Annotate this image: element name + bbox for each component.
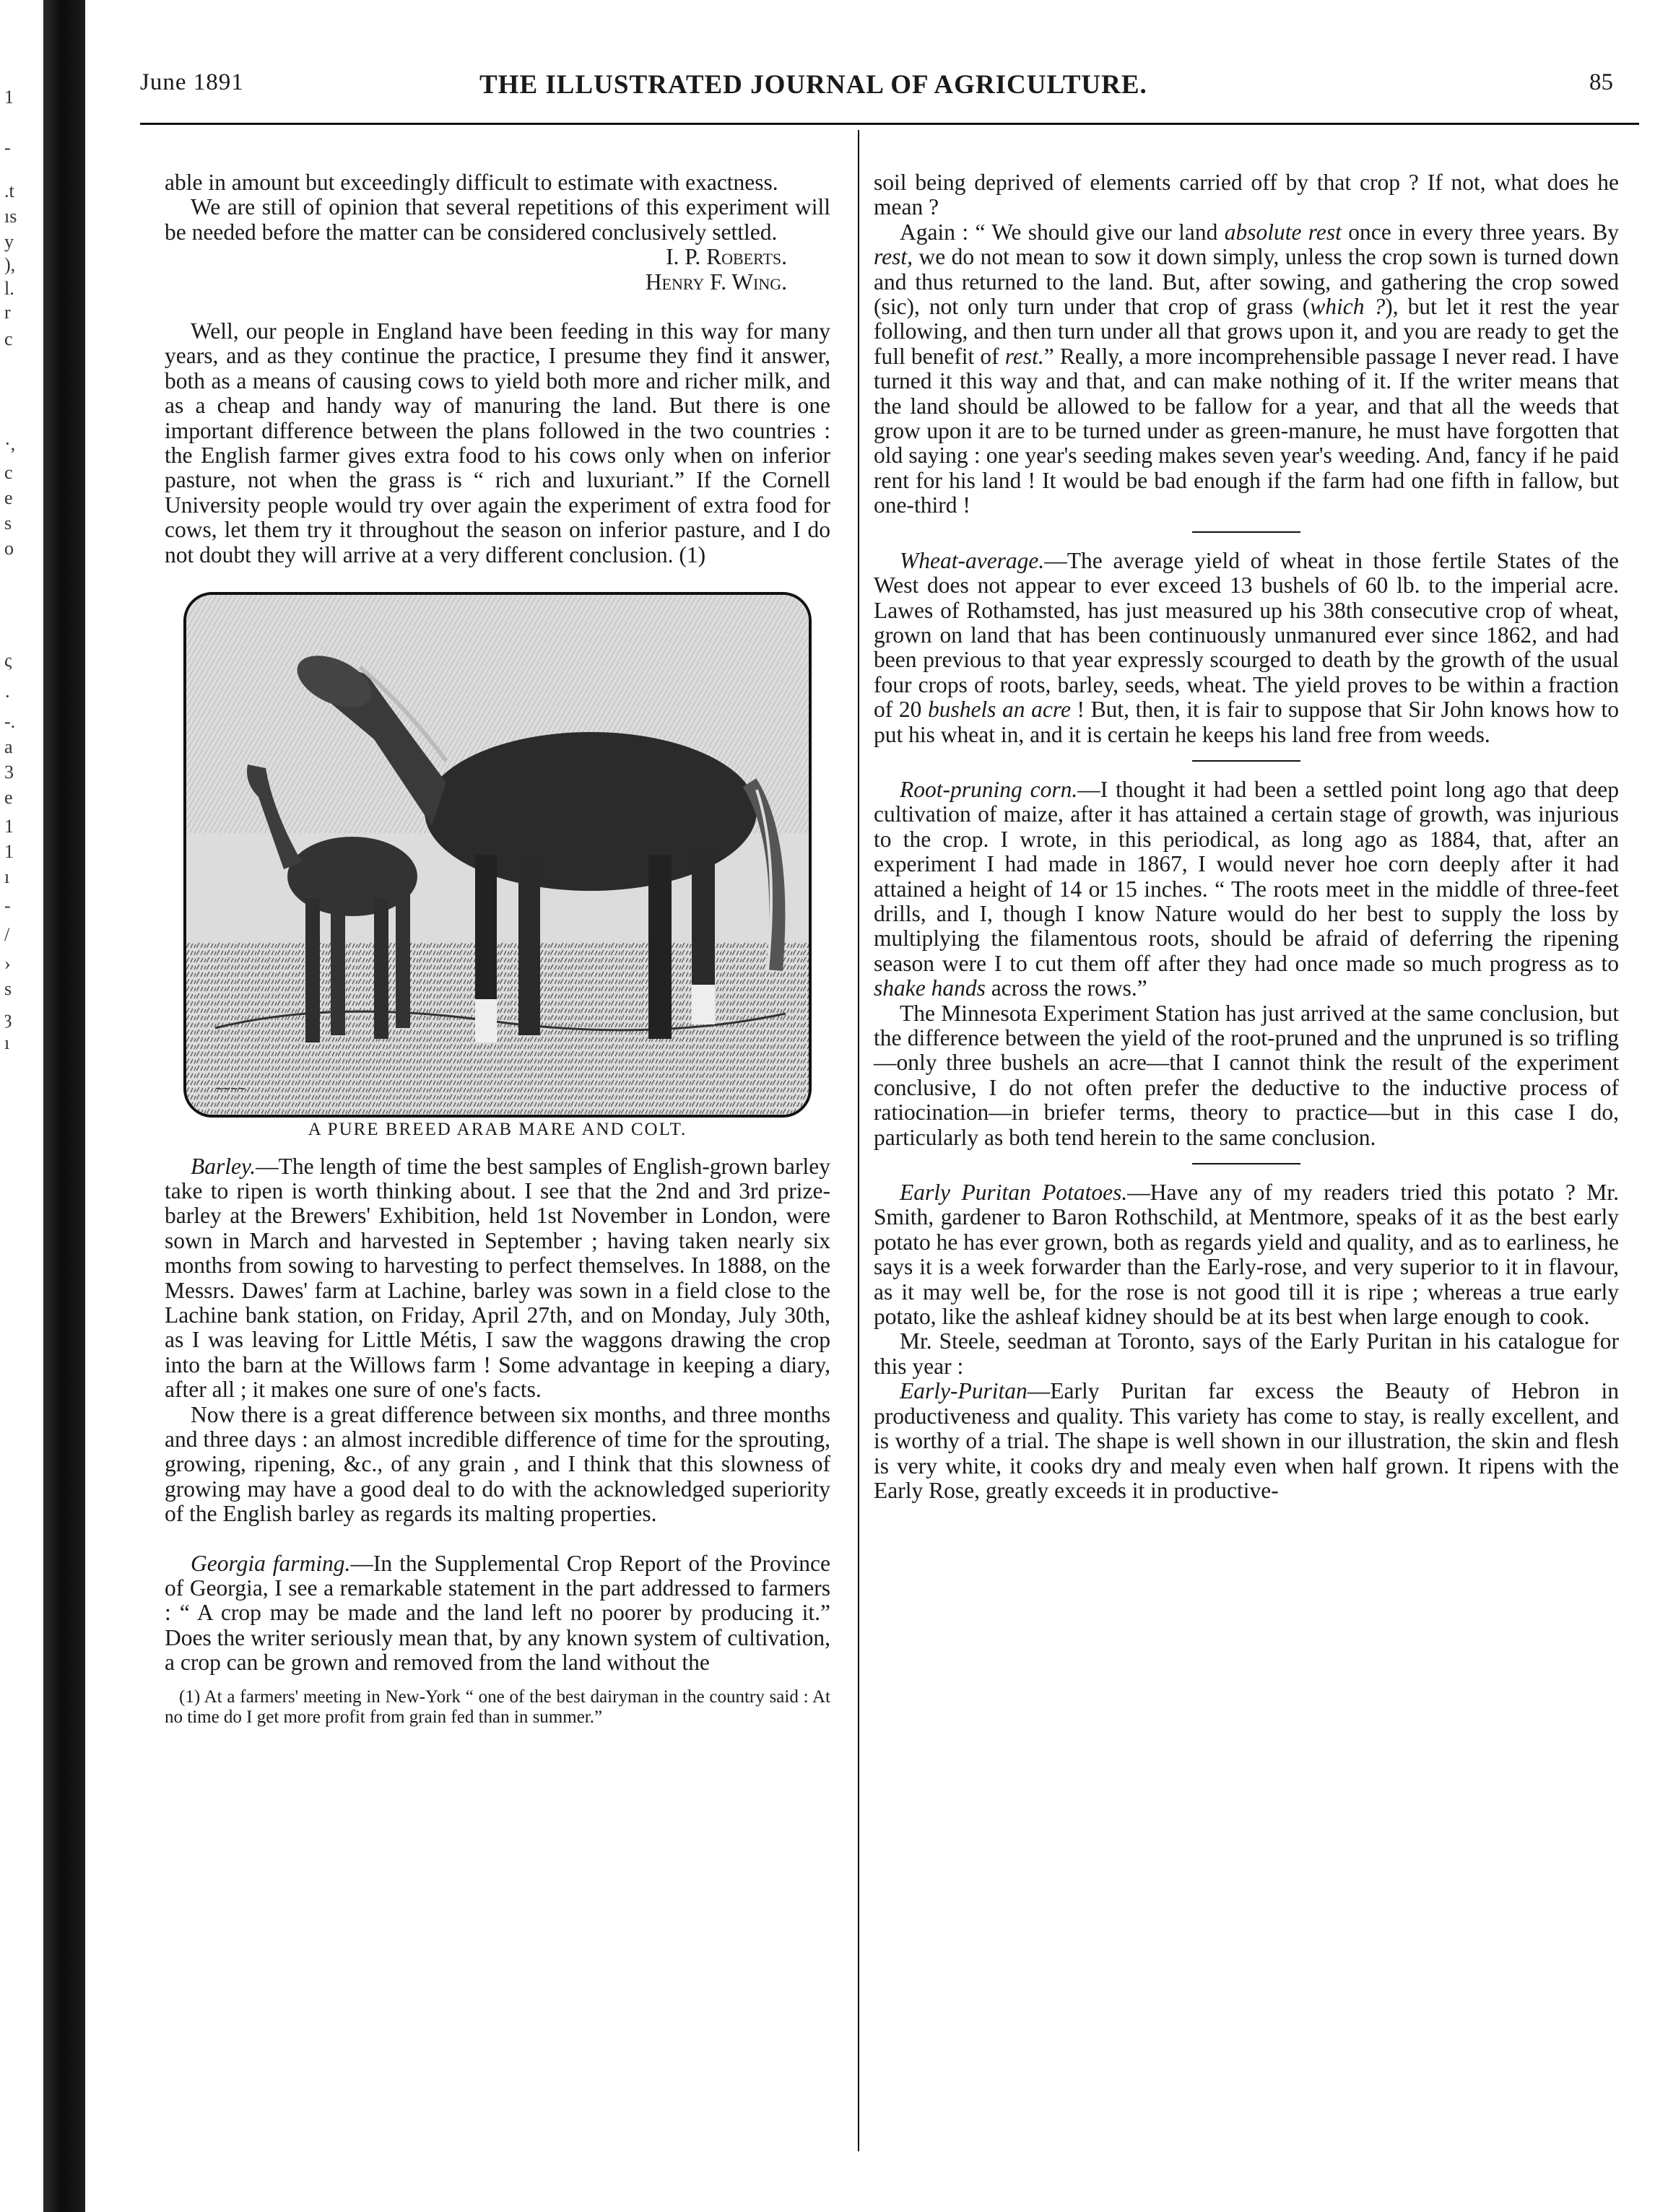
section-title-georgia: Georgia farming. [191, 1550, 351, 1576]
section-title-early-puritan: Early-Puritan [900, 1378, 1028, 1404]
margin-fragment: · [4, 686, 11, 707]
section-title-wheat: Wheat-average. [900, 547, 1045, 573]
journal-title: THE ILLUSTRATED JOURNAL OF AGRICULTURE. [479, 70, 1147, 100]
margin-fragment: c [4, 328, 13, 349]
margin-fragment: c [4, 462, 13, 483]
section-title-root-pruning: Root-pruning corn. [900, 776, 1078, 802]
signature-name: Henry F. Wing. [645, 269, 787, 295]
engraver-signature: ~~~~ [215, 1081, 246, 1097]
margin-fragment: ), [4, 254, 16, 275]
section-rule [1192, 1163, 1300, 1164]
margin-fragment: ı [4, 866, 10, 887]
paragraph-text: Again : “ We should give our land [900, 219, 1225, 245]
margin-fragment: - [4, 895, 11, 916]
margin-fragment: ς [4, 650, 12, 671]
margin-fragment: › [4, 953, 11, 974]
early-puritan-paragraph [874, 1379, 1619, 1503]
paragraph-text: —Have any of my readers tried this potato ? Mr. Smith, gardener to Baron Rothschild, at Mentmore, speaks of it as the best early potato he has ever grown, both as regards yield and quality, and as to earliness, he says it is a week forwarder than the Early-rose, and very superior to it in flavour, as it may well be, for the rose is not good till it is ripe ; whereas a true early potato, like the ashleaf kidney should be at its best when large enough to cook. [874, 1180, 1619, 1330]
emphasis: rest, [874, 244, 913, 270]
footnote: (1) At a farmers' meeting in New-York “ one of the best dairyman in the country said : At no time do I get more profit from grain fed than in summer.” [165, 1686, 830, 1727]
section-rule [1192, 760, 1300, 762]
margin-fragment: ȝ [4, 1007, 12, 1028]
paragraph-text: ), but let it rest the year following, and then turn under all that grows upon it, and you are ready to get the full benefit of [874, 294, 1619, 369]
signature-name: I. P. Roberts. [666, 244, 787, 270]
margin-fragment: 1 [4, 841, 14, 862]
margin-fragment: .t [4, 180, 14, 201]
signature-wing [165, 270, 830, 295]
paragraph: The Minnesota Experiment Station has just arrived at the same conclusion, but the difference between the yield of the root-pruned and the unpruned is so trifling—only three bushels an acre—that I cannot think the result of the experiment conclusive, I do not often prefer the deductive to the inductive process of ratiocination—in briefer terms, theory to practice—but in this case I do, particularly as both tend herein to the same conclusion. [874, 1000, 1619, 1150]
paragraph-text: —In the Supplemental Crop Report of the Province of Georgia, I see a remarkable statement in the part addressed to farmers : “ A crop may be made and the land left no poorer by producing it.” Does the writer seriously mean that, by any known system of cultivation, a crop can be grown and removed from the land without the [165, 1550, 830, 1676]
paragraph-text: once in every three years. By [1341, 219, 1619, 245]
margin-fragment: r [4, 302, 11, 323]
page-number: 85 [1589, 69, 1613, 95]
right-column [874, 170, 1619, 1503]
emphasis: which ? [1310, 294, 1386, 320]
paragraph: Now there is a great difference between six months, and three months and three days : an almost incredible difference of time for the sprouting, growing, ripening, &c., of any grain , and I think that this slowness of growing may have a good deal to do with the acknowledged superiority of the English barley as regards its malting properties. [165, 1401, 830, 1527]
emphasis: absolute rest [1224, 219, 1342, 245]
paragraph-text: across the rows.” [985, 975, 1147, 1001]
margin-fragment: y [4, 231, 14, 252]
journal-page [94, 0, 1639, 2212]
margin-fragment: 1 [4, 87, 14, 108]
paragraph-text: —I thought it had been a settled point long ago that deep cultivation of maize, after it has attained a certain stage of growth, was injurious to the crop. I wrote, in this periodical, as long ago as 1884, that, after an experiment I had made in 1867, I would never hoe corn deeply after it had attained a height of 14 or 15 inches. “ The roots meet in the middle of three-feet drills, and I, though I know Nature would do her best to supply the loss by multiplying the filamentous roots, should be afraid of deferring the ripening season were I to cut them off after they had once made so much progress as to [874, 776, 1619, 976]
page-header [140, 69, 1639, 113]
left-column [165, 170, 830, 1728]
margin-fragment: - [4, 137, 11, 158]
paragraph-text: —The length of time the best samples of English-grown barley take to ripen is worth thinking about. I see that the 2nd and 3rd prize-barley at the Brewers' Exhibition, held 1st November in London, were sown in March and harvested in September ; having taken nearly six months from sowing to harvesting to perfect themselves. In 1888, on the Messrs. Dawes' farm at Lachine, barley was sown in a field close to the Lachine bank station, on Friday, April 27th, and on Monday, July 30th, as I was leaving for Little Métis, I saw the waggons drawing the crop into the barn at the Willows farm ! Some advantage in keeping a diary, after all ; it makes one sure of one's facts. [165, 1153, 830, 1403]
emphasis: bushels an acre [927, 697, 1071, 723]
margin-fragment: a [4, 736, 13, 757]
margin-fragment: 1 [4, 816, 14, 837]
paragraph-text: we do not mean to sow it down simply, unless the crop sown is turned down and thus returned to the land. But, after sowing, and gathering the crop sowed (sic), not only turn under that crop of grass ( [874, 244, 1619, 320]
paragraph: able in amount but exceedingly difficult to estimate with exactness. [165, 170, 778, 195]
emphasis: rest. [1004, 343, 1044, 369]
georgia-paragraph [165, 1551, 830, 1676]
margin-fragment: ·, [4, 433, 16, 454]
paragraph: Well, our people in England have been feeding in this way for many years, and as they continue the practice, I presume they find it answer, both as a means of causing cows to yield both more and richer milk, and as a cheap and handy way of manuring the land. But there is one important difference between the plans followed in the two countries : the English farmer gives extra food to his cows only when on inferior pasture, not when the grass is “ rich and luxuriant.” If the Cornell University people would try over again the experiment of extra food for cows, let them try it throughout the season on inferior pasture, and I do not doubt they will arrive at a very different conclusion. (1) [165, 318, 830, 567]
section-title-potatoes: Early Puritan Potatoes. [900, 1180, 1128, 1206]
rest-paragraph [874, 220, 1619, 518]
page-binding-shadow [43, 0, 85, 2212]
column-divider [858, 130, 859, 2151]
wheat-paragraph [874, 549, 1619, 747]
paragraph: soil being deprived of elements carried off by that crop ? If not, what does he mean ? [874, 170, 1619, 220]
margin-fragment: o [4, 538, 14, 559]
paragraph: We are still of opinion that several repetitions of this experiment will be needed before the matter can be considered conclusively settled. [165, 194, 830, 245]
paragraph-text: ! But, then, it is fair to suppose that Sir John knows how to put his wheat in, and it is certain he keeps his land free from weeds. [874, 697, 1619, 747]
signature-roberts [165, 245, 830, 269]
margin-fragment: ıs [4, 206, 17, 227]
margin-fragment: s [4, 513, 12, 534]
mare-and-colt-engraving [183, 592, 812, 1118]
paragraph: Mr. Steele, seedman at Toronto, says of the Early Puritan in his catalogue for this year : [874, 1328, 1619, 1379]
margin-fragment: s [4, 978, 12, 999]
header-rule [140, 123, 1639, 125]
paragraph-text: —The average yield of wheat in those fertile States of the West does not appear to ever exceed 13 bushels of 60 lb. to the imperial acre. Lawes of Rothamsted, has just measured up his 38th consecutive crop of wheat, grown on land that has been continuously unmanured ever since 1862, and had been previous to that year expressly scourged to death by the growth of the usual four crops of roots, barley, seeds, wheat. The yield proves to be within a fraction of 20 [874, 547, 1619, 723]
paragraph-text: ” Really, a more incomprehensible passage I never read. I have turned it this way and that, and can make nothing of it. If the writer means that the land should be allowed to be fallow for a year, and that all the weeds that grow upon it are to be turned under as green-manure, he must have forgotten that old saying : one year's seeding makes seven year's weeding. And, fancy if he paid rent for his land ! It would be bad enough if the farm had one fifth in fallow, but one-third ! [874, 343, 1619, 518]
margin-fragment: -. [4, 711, 16, 732]
margin-fragment: e [4, 487, 13, 508]
margin-fragment: 3 [4, 762, 14, 783]
paragraph-text: —Early Puritan far excess the Beauty of Hebron in productiveness and quality. This variety has come to stay, is really excellent, and is worthy of a trial. The shape is well shown in our illustration, the skin and flesh is very white, it cooks dry and mealy even when half grown. It ripens with the Early Rose, greatly exceeds it in productive- [874, 1378, 1619, 1503]
section-rule [1192, 531, 1300, 533]
margin-fragment: l. [4, 278, 14, 299]
margin-fragment: ı [4, 1032, 10, 1053]
margin-fragment: e [4, 787, 13, 808]
potato-paragraph [874, 1180, 1619, 1329]
root-pruning-paragraph [874, 778, 1619, 1001]
section-title-barley: Barley. [191, 1153, 256, 1179]
horse-illustration [186, 595, 809, 1115]
margin-fragment: / [4, 924, 10, 945]
figure-caption: A PURE BREED ARAB MARE AND COLT. [308, 1120, 687, 1140]
header-date: June 1891 [140, 69, 244, 95]
emphasis: shake hands [874, 975, 986, 1001]
barley-paragraph [165, 1154, 830, 1403]
